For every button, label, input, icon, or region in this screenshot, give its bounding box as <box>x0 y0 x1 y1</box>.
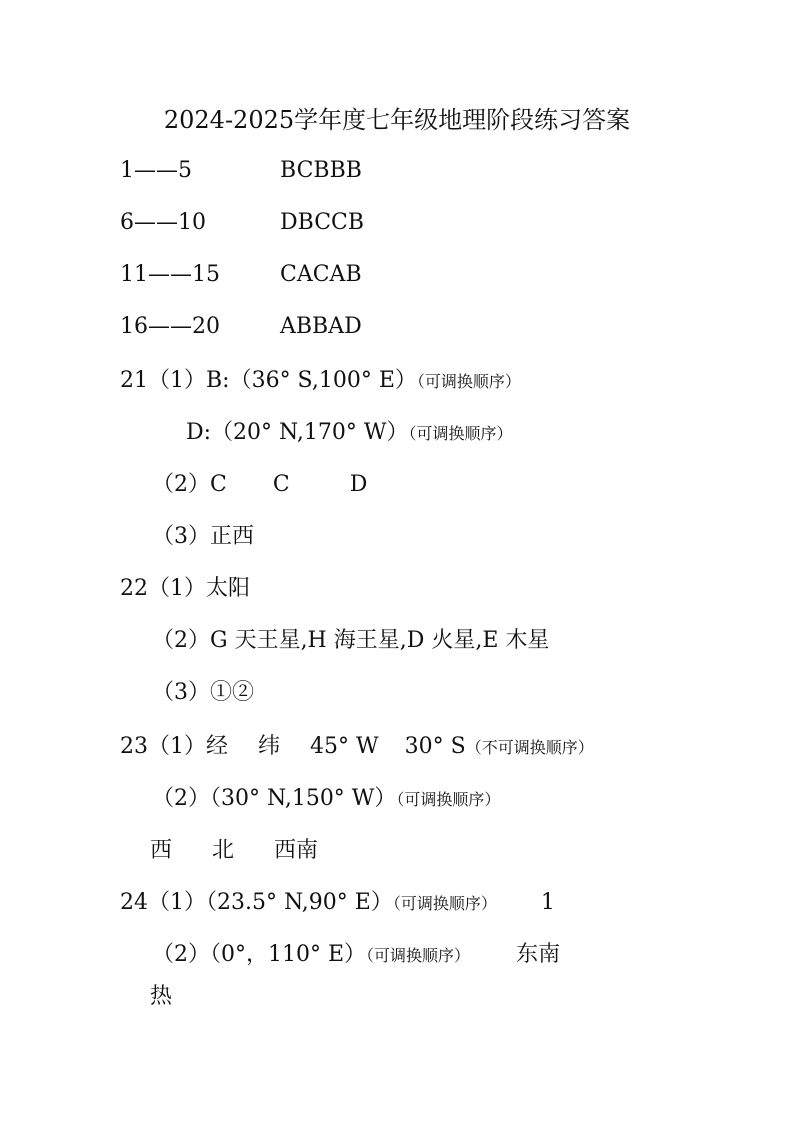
q23-line-2 <box>152 784 500 815</box>
q24-part1-end: 1 <box>540 890 555 915</box>
mc-row <box>120 260 362 290</box>
q23-note: （不可调换顺序） <box>465 738 594 757</box>
q24-part1: 24（1）（23.5° N,90° E） <box>120 890 393 915</box>
q22-line-2: （2）G 天王星,H 海王星,D 火星,E 木星 <box>152 628 550 653</box>
q23-line-3 <box>150 836 318 866</box>
q24-part2-end: 东南 <box>516 942 561 967</box>
q23-direction-a: 西 <box>150 838 173 863</box>
q24-note: （可调换顺序） <box>366 946 471 965</box>
page-title: 2024-2025学年度七年级地理阶段练习答案 <box>163 106 631 134</box>
mc-range: 16——20 <box>120 314 220 339</box>
q23-part1-d: 30° S <box>404 734 466 759</box>
q24-line-1 <box>120 888 555 919</box>
q21-line-3 <box>152 470 367 500</box>
q23-line-1 <box>120 732 594 763</box>
q24-line-3: 热 <box>150 984 173 1009</box>
q21-part2-a: （2）C <box>152 472 227 497</box>
mc-range: 11——15 <box>120 262 220 287</box>
q21-note: （可调换顺序） <box>416 372 521 391</box>
q24-part2: （2）（0°，110° E） <box>152 942 367 967</box>
q21-note: （可调换顺序） <box>408 424 513 443</box>
q21-part2-c: D <box>349 472 368 497</box>
q23-part2: （2）（30° N,150° W） <box>152 786 397 811</box>
q24-line-2 <box>152 940 560 971</box>
q21-part2-b: C <box>272 472 290 497</box>
mc-answer: CACAB <box>280 262 362 287</box>
mc-range: 6——10 <box>120 210 206 235</box>
q21-answer-b: 21（1）B:（36° S,100° E） <box>120 368 417 393</box>
q23-part1-b: 纬 <box>258 734 281 759</box>
q23-direction-b: 北 <box>212 838 235 863</box>
q21-line-4: （3）正西 <box>152 524 254 549</box>
q23-part1-a: 23（1）经 <box>120 734 228 759</box>
q21-answer-d: D:（20° N,170° W） <box>186 420 409 445</box>
mc-row <box>120 156 362 186</box>
mc-answer: BCBBB <box>280 158 362 183</box>
q23-note: （可调换顺序） <box>396 790 501 809</box>
q21-line-2 <box>186 418 513 449</box>
mc-row <box>120 208 365 238</box>
mc-row <box>120 312 362 342</box>
q24-note: （可调换顺序） <box>392 894 497 913</box>
q23-direction-c: 西南 <box>274 838 319 863</box>
q22-line-1: 22（1）太阳 <box>120 576 250 601</box>
mc-answer: ABBAD <box>280 314 362 339</box>
mc-range: 1——5 <box>120 158 192 183</box>
mc-answer: DBCCB <box>280 210 365 235</box>
q23-part1-c: 45° W <box>310 734 379 759</box>
q21-line-1 <box>120 366 521 397</box>
q22-line-3: （3）①② <box>152 680 254 705</box>
